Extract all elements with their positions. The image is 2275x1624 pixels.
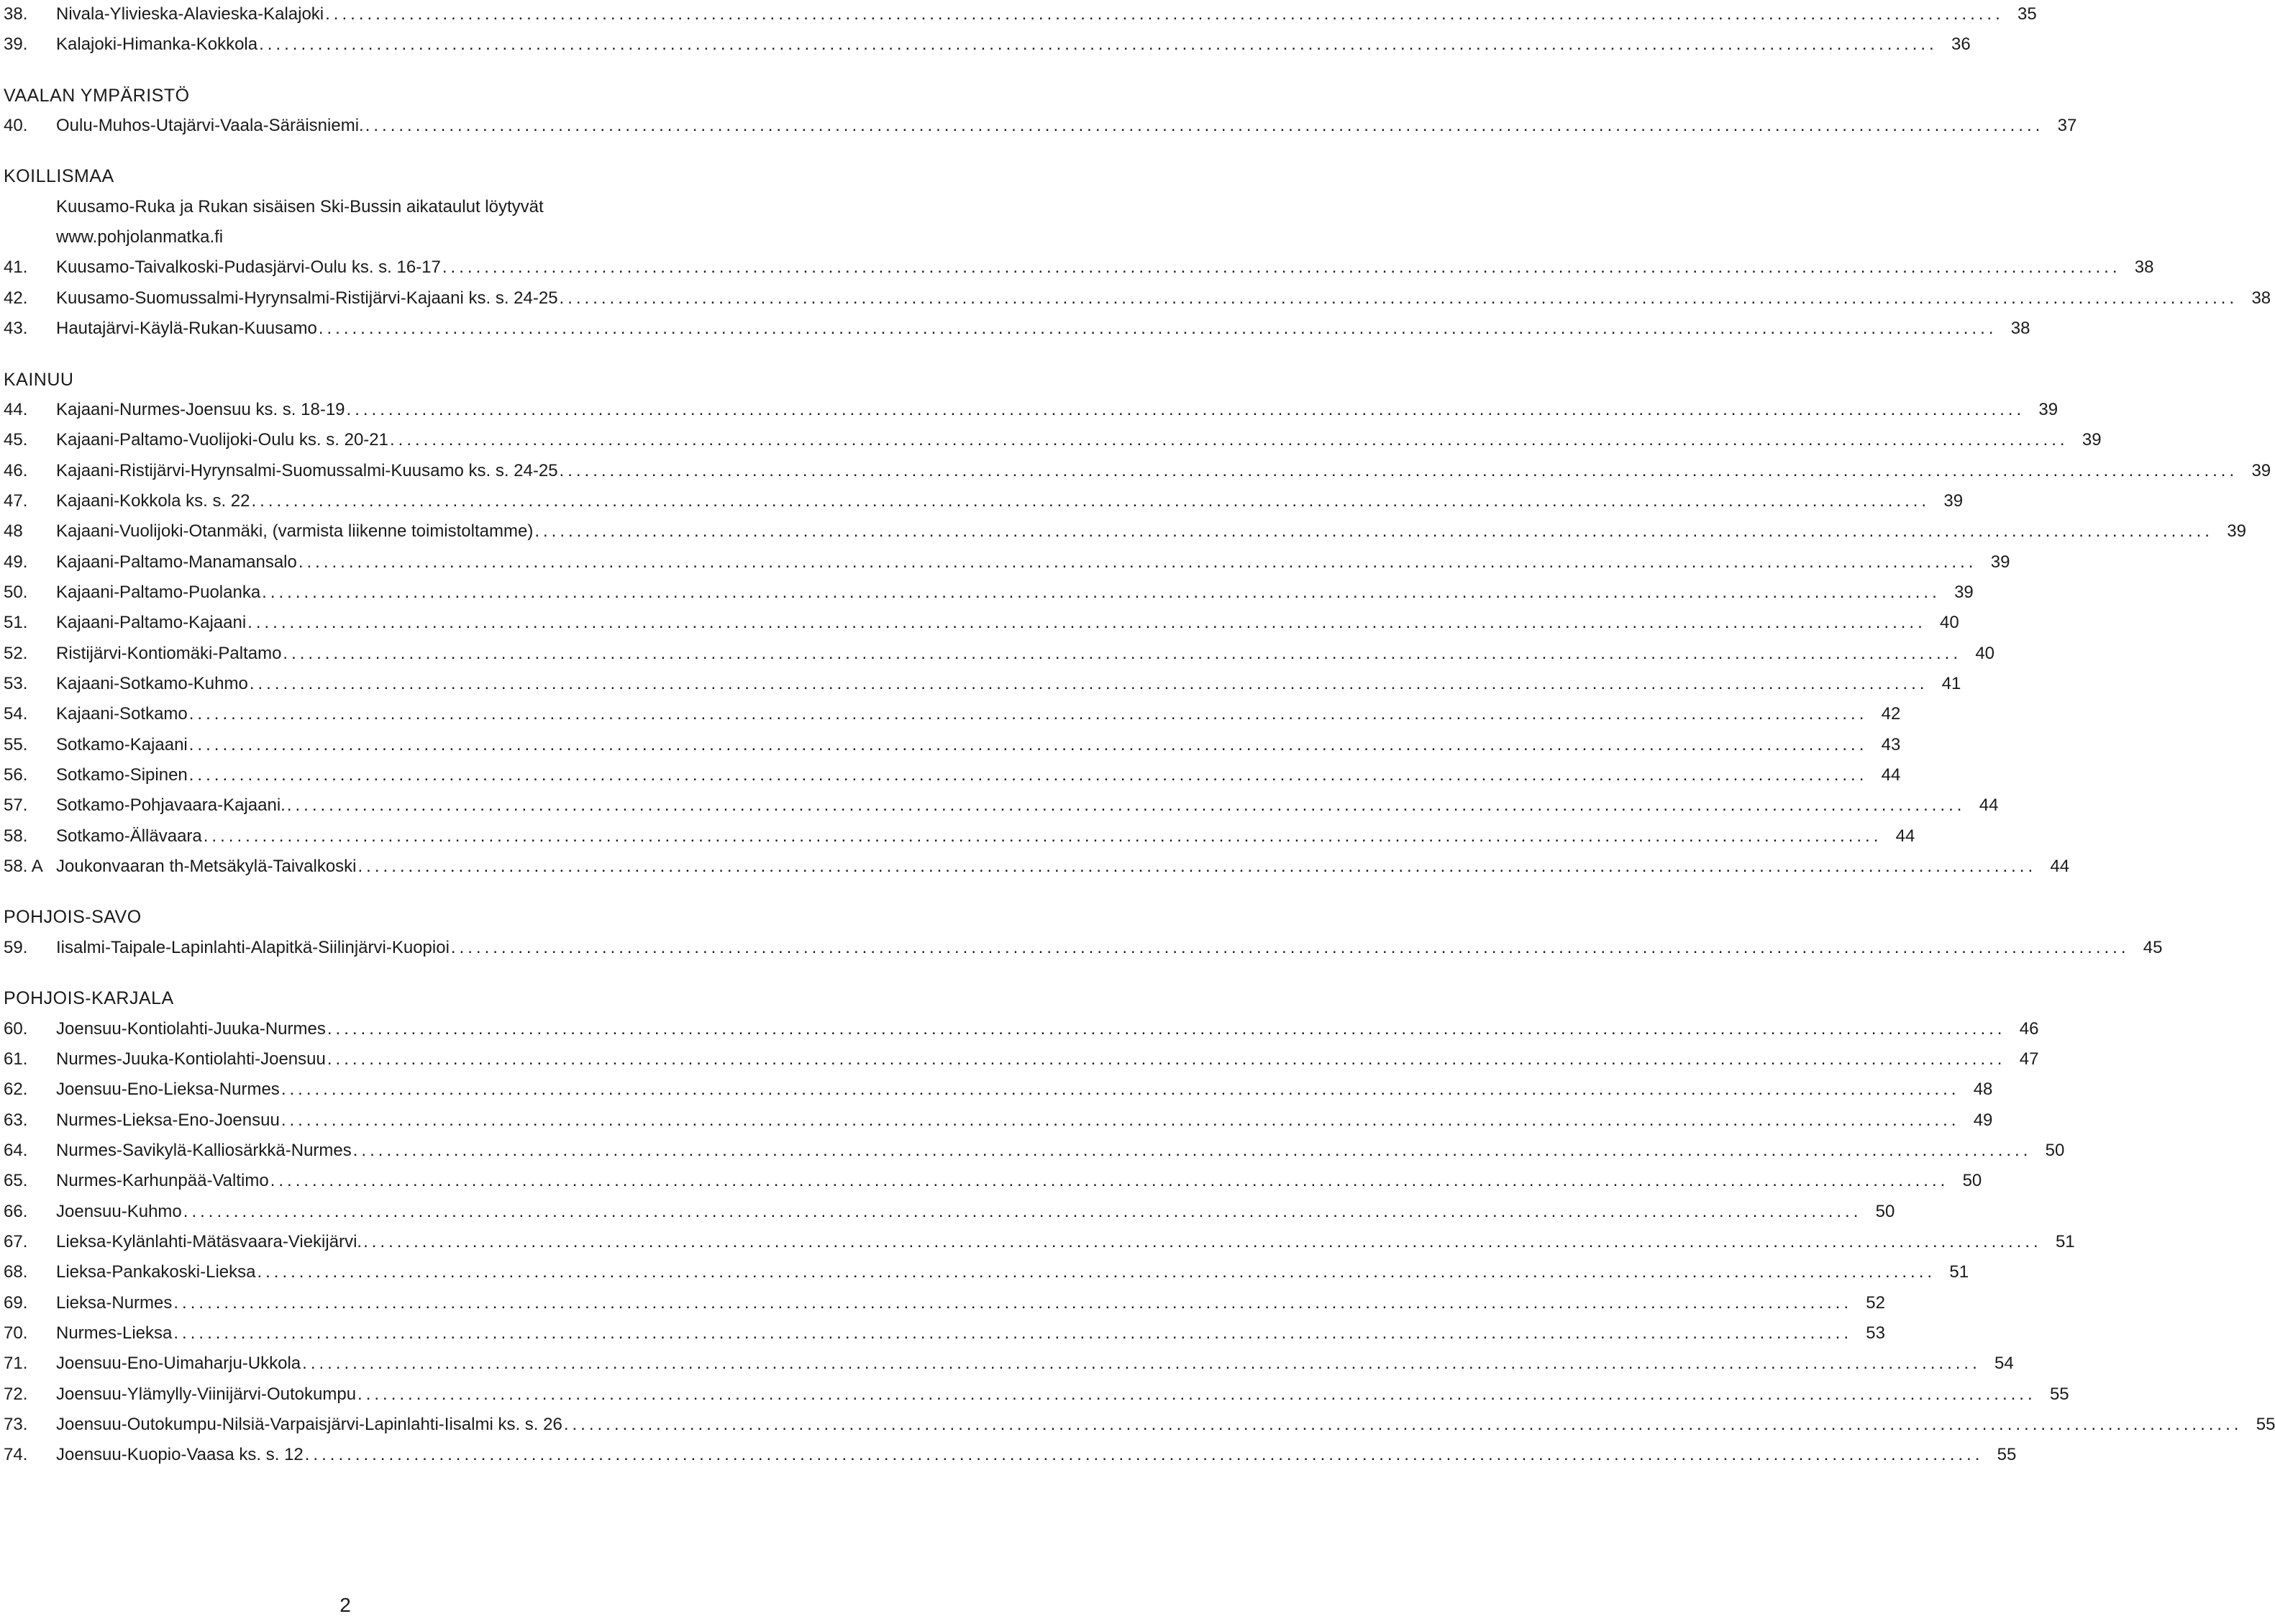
- route-title: Iisalmi-Taipale-Lapinlahti-Alapitkä-Siilinjärvi-Kuopioi: [56, 937, 450, 957]
- page-ref: 39: [2251, 460, 2271, 480]
- page-ref: 40: [1940, 613, 1959, 633]
- route-title: Kalajoki-Himanka-Kokkola: [56, 35, 258, 55]
- toc-entry[interactable]: [0, 731, 1901, 759]
- page-ref: 49: [1973, 1110, 1993, 1130]
- route-title: Kajaani-Sotkamo-Kuhmo: [56, 674, 248, 693]
- toc-entry[interactable]: [0, 1319, 1885, 1348]
- toc-entry[interactable]: [0, 487, 1964, 516]
- dot-leader: ........................................................................................................................................................................................................: [188, 704, 1868, 724]
- route-title: Joensuu-Ylämylly-Viinijärvi-Outokumpu: [56, 1384, 357, 1404]
- route-title: Nivala-Ylivieska-Alavieska-Kalajoki: [56, 4, 324, 24]
- toc-entry[interactable]: [0, 761, 1901, 790]
- page-ref: 51: [2055, 1231, 2075, 1251]
- route-title: Kajaani-Sotkamo: [56, 704, 188, 724]
- route-title: Hautajärvi-Käylä-Rukan-Kuusamo: [56, 319, 317, 339]
- toc-entry[interactable]: [0, 791, 1999, 820]
- route-number: 41.: [4, 257, 28, 278]
- toc-entry[interactable]: [0, 1380, 2069, 1409]
- route-number: 39.: [4, 35, 28, 55]
- dot-leader: ........................................................................................................................................................................................................: [298, 552, 1977, 572]
- route-number: 61.: [4, 1049, 28, 1069]
- page-ref: 40: [1975, 643, 1995, 663]
- page-ref: 47: [2019, 1049, 2039, 1069]
- toc-entry[interactable]: [0, 1441, 2017, 1469]
- toc-entry[interactable]: [0, 1349, 2014, 1378]
- route-number: 73.: [4, 1415, 28, 1435]
- page-ref: 39: [2082, 430, 2102, 450]
- page-ref: 39: [1943, 491, 1964, 511]
- toc-entry[interactable]: [0, 396, 2059, 424]
- page-ref: 36: [1951, 35, 1971, 55]
- dot-leader: ........................................................................................................................................................................................................: [173, 1292, 1852, 1313]
- route-number: 42.: [4, 288, 28, 308]
- toc-entry[interactable]: [0, 1045, 2039, 1074]
- dot-leader: ........................................................................................................................................................................................................: [281, 1080, 1960, 1100]
- toc-entry[interactable]: [0, 670, 1961, 698]
- page-ref: 44: [2050, 857, 2070, 877]
- route-number: 58. A: [4, 857, 43, 877]
- toc-entry[interactable]: [0, 314, 2030, 343]
- dot-leader: ........................................................................................................................................................................................................: [173, 1323, 1852, 1343]
- route-title: Nurmes-Lieksa-Eno-Joensuu: [56, 1110, 280, 1130]
- route-title: Sotkamo-Sipinen: [56, 765, 188, 785]
- toc-entry[interactable]: [0, 852, 2070, 881]
- route-title: Kajaani-Ristijärvi-Hyrynsalmi-Suomussalmi-Kuusamo ks. s. 24-25: [56, 460, 558, 480]
- toc-entry[interactable]: [0, 548, 2010, 577]
- page-ref: 55: [2049, 1384, 2069, 1404]
- route-number: 40.: [4, 116, 28, 136]
- dot-leader: ........................................................................................................................................................................................................: [304, 1445, 1984, 1465]
- page-ref: 37: [2057, 116, 2077, 136]
- page-ref: 41: [1941, 674, 1961, 693]
- dot-leader: ........................................................................................................................................................................................................: [346, 399, 2025, 419]
- dot-leader: ........................................................................................................................................................................................................: [390, 430, 2069, 450]
- toc-entry[interactable]: [0, 426, 2102, 455]
- route-number: 50.: [4, 582, 28, 602]
- route-number: 66.: [4, 1201, 28, 1221]
- toc-entry[interactable]: [0, 578, 1974, 607]
- route-number: 74.: [4, 1445, 28, 1465]
- page-ref: 55: [1997, 1445, 2017, 1465]
- route-number: 59.: [4, 937, 28, 957]
- dot-leader: ........................................................................................................................................................................................................: [259, 35, 1938, 55]
- route-number: 43.: [4, 319, 28, 339]
- route-number: 48: [4, 521, 23, 542]
- route-number: 44.: [4, 399, 28, 419]
- page-ref: 53: [1866, 1323, 1885, 1343]
- page-ref: 52: [1866, 1292, 1885, 1313]
- section-heading: KAINUU: [4, 369, 74, 390]
- dot-leader: ........................................................................................................................................................................................................: [327, 1049, 2006, 1069]
- page-ref: 44: [1979, 795, 1999, 816]
- toc-entry[interactable]: [0, 1228, 2075, 1256]
- route-title: Ristijärvi-Kontiomäki-Paltamo: [56, 643, 282, 663]
- route-number: 65.: [4, 1171, 28, 1191]
- page-ref: 48: [1973, 1080, 1993, 1100]
- dot-leader: ........................................................................................................................................................................................................: [357, 1384, 2036, 1404]
- toc-entry[interactable]: [0, 1167, 1982, 1195]
- dot-leader: ........................................................................................................................................................................................................: [188, 765, 1868, 785]
- page-ref: 39: [1954, 582, 1974, 602]
- route-number: 38.: [4, 4, 28, 24]
- dot-leader: ........................................................................................................................................................................................................: [203, 826, 1882, 846]
- route-title: Kajaani-Paltamo-Puolanka: [56, 582, 261, 602]
- route-title: Kajaani-Paltamo-Vuolijoki-Oulu ks. s. 20-21: [56, 430, 388, 450]
- dot-leader: ........................................................................................................................................................................................................: [283, 643, 1962, 663]
- dot-leader: ........................................................................................................................................................................................................: [559, 460, 2238, 480]
- route-title: Joensuu-Kontiolahti-Juuka-Nurmes: [56, 1018, 326, 1039]
- route-title: Nurmes-Karhunpää-Valtimo: [56, 1171, 269, 1191]
- toc-entry[interactable]: [0, 700, 1901, 729]
- dot-leader: ........................................................................................................................................................................................................: [357, 857, 2037, 877]
- page-number: 2: [339, 1594, 351, 1616]
- page-ref: 54: [1994, 1354, 2014, 1374]
- dot-leader: ........................................................................................................................................................................................................: [286, 795, 1966, 816]
- route-number: 72.: [4, 1384, 28, 1404]
- page-ref: 39: [2038, 399, 2059, 419]
- toc-entry[interactable]: [0, 1106, 1993, 1135]
- dot-leader: ........................................................................................................................................................................................................: [262, 582, 1941, 602]
- page-ref: 50: [2045, 1140, 2065, 1160]
- route-number: 49.: [4, 552, 28, 572]
- toc-entry[interactable]: [0, 1198, 1895, 1226]
- route-title: Kajaani-Vuolijoki-Otanmäki, (varmista liikenne toimistoltamme): [56, 521, 534, 542]
- toc-entry[interactable]: [0, 0, 2037, 29]
- route-title: Nurmes-Savikylä-Kalliosärkkä-Nurmes: [56, 1140, 352, 1160]
- page-ref: 38: [2134, 257, 2154, 278]
- section-heading: POHJOIS-KARJALA: [4, 988, 174, 1009]
- toc-entry[interactable]: [0, 1289, 1885, 1318]
- toc-entry[interactable]: [0, 30, 1971, 59]
- section-heading: KOILLISMAA: [4, 166, 114, 187]
- route-number: 57.: [4, 795, 28, 816]
- route-title: Kajaani-Paltamo-Kajaani: [56, 613, 247, 633]
- route-number: 45.: [4, 430, 28, 450]
- route-title: Nurmes-Juuka-Kontiolahti-Joensuu: [56, 1049, 326, 1069]
- page-ref: 55: [2256, 1415, 2275, 1435]
- toc-entry[interactable]: [0, 608, 1959, 637]
- page-ref: 38: [2251, 288, 2271, 308]
- route-title: Joensuu-Eno-Lieksa-Nurmes: [56, 1080, 280, 1100]
- dot-leader: ........................................................................................................................................................................................................: [442, 257, 2121, 278]
- route-number: 64.: [4, 1140, 28, 1160]
- toc-entry[interactable]: [0, 111, 2077, 140]
- route-title: Lieksa-Nurmes: [56, 1292, 173, 1313]
- toc-entry[interactable]: [0, 517, 2246, 546]
- dot-leader: ........................................................................................................................................................................................................: [450, 937, 2130, 957]
- route-number: 70.: [4, 1323, 28, 1343]
- section-note: Kuusamo-Ruka ja Rukan sisäisen Ski-Bussin aikataulut löytyvät: [56, 196, 544, 216]
- route-title: Sotkamo-Ällävaara: [56, 826, 202, 846]
- route-title: Lieksa-Kylänlahti-Mätäsvaara-Viekijärvi.: [56, 1231, 363, 1251]
- section-note: www.pohjolanmatka.fi: [56, 227, 224, 247]
- page-ref: 38: [2010, 319, 2030, 339]
- page-ref: 44: [1881, 765, 1901, 785]
- toc-entry[interactable]: [0, 934, 2163, 962]
- dot-leader: ........................................................................................................................................................................................................: [365, 116, 2044, 136]
- route-title: Kuusamo-Taivalkoski-Pudasjärvi-Oulu ks. s. 16-17: [56, 257, 441, 278]
- dot-leader: ........................................................................................................................................................................................................: [247, 613, 1926, 633]
- dot-leader: ........................................................................................................................................................................................................: [188, 734, 1868, 754]
- route-title: Kajaani-Paltamo-Manamansalo: [56, 552, 297, 572]
- dot-leader: ........................................................................................................................................................................................................: [318, 319, 1997, 339]
- dot-leader: ........................................................................................................................................................................................................: [352, 1140, 2032, 1160]
- toc-entry[interactable]: [0, 1258, 1969, 1287]
- route-number: 67.: [4, 1231, 28, 1251]
- section-heading: POHJOIS-SAVO: [4, 907, 142, 928]
- route-number: 52.: [4, 643, 28, 663]
- route-title: Kuusamo-Suomussalmi-Hyrynsalmi-Ristijärvi-Kajaani ks. s. 24-25: [56, 288, 558, 308]
- route-number: 58.: [4, 826, 28, 846]
- section-heading: VAALAN YMPÄRISTÖ: [4, 85, 190, 106]
- route-number: 46.: [4, 460, 28, 480]
- route-number: 54.: [4, 704, 28, 724]
- page-ref: 46: [2019, 1018, 2039, 1039]
- page-ref: 42: [1881, 704, 1901, 724]
- route-title: Sotkamo-Kajaani: [56, 734, 188, 754]
- page-ref: 45: [2143, 937, 2163, 957]
- page-ref: 50: [1962, 1171, 1982, 1191]
- toc-entry[interactable]: [0, 639, 1995, 668]
- page-ref: 44: [1895, 826, 1915, 846]
- page-ref: 50: [1875, 1201, 1895, 1221]
- route-title: Joukonvaaran th-Metsäkylä-Taivalkoski: [56, 857, 357, 877]
- route-title: Joensuu-Outokumpu-Nilsiä-Varpaisjärvi-Lapinlahti-Iisalmi ks. s. 26: [56, 1415, 562, 1435]
- toc-entry[interactable]: [0, 284, 2271, 313]
- dot-leader: ........................................................................................................................................................................................................: [559, 288, 2238, 308]
- route-number: 53.: [4, 674, 28, 693]
- dot-leader: ........................................................................................................................................................................................................: [251, 491, 1930, 511]
- route-number: 60.: [4, 1018, 28, 1039]
- route-number: 62.: [4, 1080, 28, 1100]
- route-number: 47.: [4, 491, 28, 511]
- route-number: 63.: [4, 1110, 28, 1130]
- route-number: 56.: [4, 765, 28, 785]
- dot-leader: ........................................................................................................................................................................................................: [183, 1201, 1862, 1221]
- route-number: 51.: [4, 613, 28, 633]
- route-title: Joensuu-Kuhmo: [56, 1201, 182, 1221]
- route-title: Nurmes-Lieksa: [56, 1323, 173, 1343]
- route-number: 55.: [4, 734, 28, 754]
- toc-entry[interactable]: [0, 822, 1915, 851]
- toc-entry[interactable]: [0, 457, 2271, 485]
- toc-entry[interactable]: [0, 1136, 2065, 1165]
- dot-leader: ........................................................................................................................................................................................................: [302, 1354, 1981, 1374]
- page-ref: 39: [1990, 552, 2010, 572]
- dot-leader: ........................................................................................................................................................................................................: [325, 4, 2004, 24]
- page-ref: 43: [1881, 734, 1901, 754]
- dot-leader: ........................................................................................................................................................................................................: [327, 1018, 2006, 1039]
- route-number: 69.: [4, 1292, 28, 1313]
- dot-leader: ........................................................................................................................................................................................................: [249, 674, 1928, 693]
- page-ref: 51: [1949, 1262, 1969, 1282]
- route-title: Joensuu-Eno-Uimaharju-Ukkola: [56, 1354, 301, 1374]
- page-ref: 35: [2018, 4, 2037, 24]
- dot-leader: ........................................................................................................................................................................................................: [563, 1415, 2243, 1435]
- dot-leader: ........................................................................................................................................................................................................: [270, 1171, 1949, 1191]
- route-title: Joensuu-Kuopio-Vaasa ks. s. 12: [56, 1445, 304, 1465]
- route-title: Oulu-Muhos-Utajärvi-Vaala-Säräisniemi.: [56, 116, 364, 136]
- toc-entry[interactable]: [0, 1075, 1993, 1104]
- dot-leader: ........................................................................................................................................................................................................: [281, 1110, 1960, 1130]
- route-number: 71.: [4, 1354, 28, 1374]
- route-title: Kajaani-Nurmes-Joensuu ks. s. 18-19: [56, 399, 345, 419]
- dot-leader: ........................................................................................................................................................................................................: [257, 1262, 1936, 1282]
- dot-leader: ........................................................................................................................................................................................................: [363, 1231, 2042, 1251]
- toc-entry[interactable]: [0, 1015, 2039, 1044]
- route-title: Sotkamo-Pohjavaara-Kajaani.: [56, 795, 286, 816]
- toc-entry[interactable]: [0, 1410, 2275, 1439]
- route-number: 68.: [4, 1262, 28, 1282]
- toc-entry[interactable]: [0, 253, 2154, 282]
- page-ref: 39: [2227, 521, 2246, 542]
- route-title: Lieksa-Pankakoski-Lieksa: [56, 1262, 256, 1282]
- route-title: Kajaani-Kokkola ks. s. 22: [56, 491, 250, 511]
- dot-leader: ........................................................................................................................................................................................................: [534, 521, 2213, 542]
